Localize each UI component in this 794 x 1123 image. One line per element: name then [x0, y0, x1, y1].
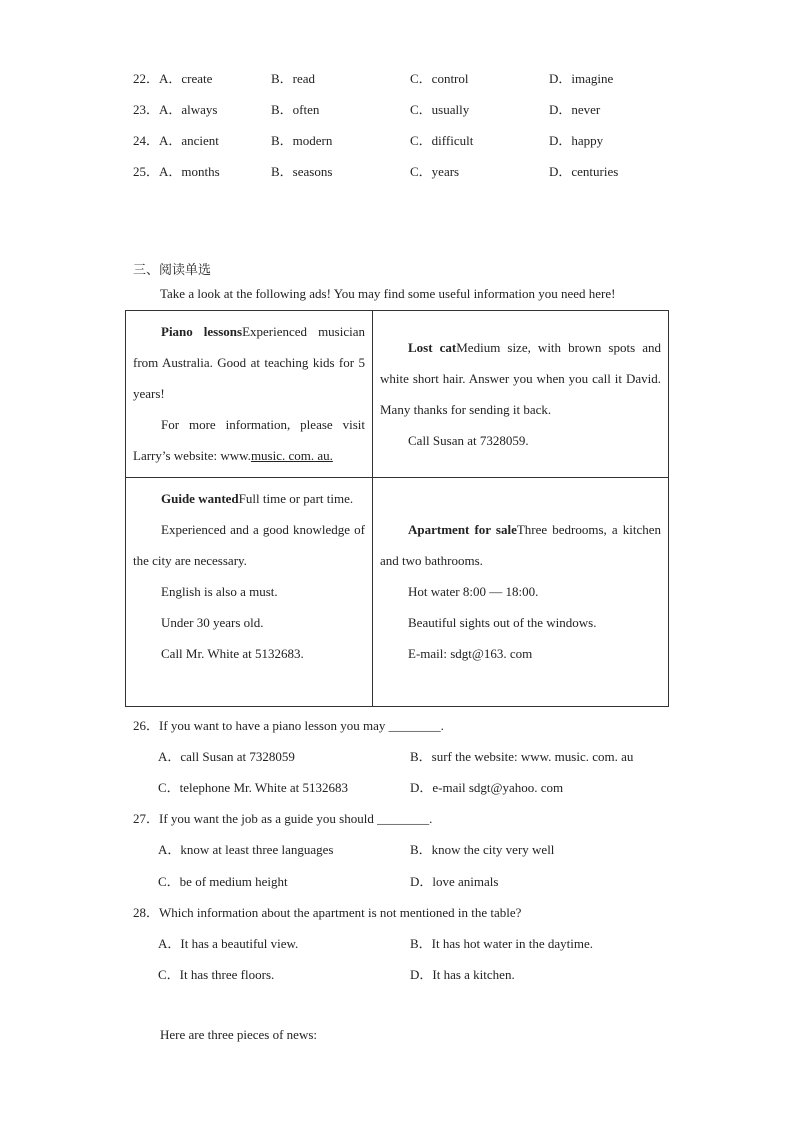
intro-text: Take a look at the following ads! You may find some useful information you need here! — [160, 286, 616, 301]
ad-piano-text: Experienced musician from Australia. Good at teaching kids for 5 years! — [133, 324, 365, 401]
option-a: 25．A．months — [133, 164, 220, 179]
option-a: A．call Susan at 7328059 — [158, 749, 295, 764]
ad-piano-title: Piano lessons — [161, 324, 243, 339]
ad-piano-more: For more information, please visit Larry’s website: www. — [133, 417, 365, 463]
option-d: D．love animals — [410, 874, 499, 889]
option-d: D．e-mail sdgt@yahoo. com — [410, 780, 564, 795]
option-a: 23．A．always — [133, 102, 218, 117]
option-a: A．know at least three languages — [158, 842, 334, 857]
question-27-stem: 27．If you want the job as a guide you should ________. — [133, 811, 433, 826]
option-c: C．telephone Mr. White at 5132683 — [158, 780, 349, 795]
option-c: C．difficult — [410, 133, 474, 148]
option-b: B．know the city very well — [410, 842, 555, 857]
option-a: 24．A．ancient — [133, 133, 219, 148]
ad-apartment-line: Beautiful sights out of the windows. — [408, 615, 597, 630]
website-link[interactable]: music. com. au. — [250, 448, 333, 463]
ad-apartment-title: Apartment for sale — [408, 522, 517, 537]
ad-piano — [126, 311, 373, 478]
question-28-stem: 28．Which information about the apartment is not mentioned in the table? — [133, 905, 522, 920]
ad-apartment-text: Three bedrooms, a kitchen and two bathrooms. — [380, 522, 661, 568]
option-d: D．centuries — [549, 164, 619, 179]
ad-apartment-line: Hot water 8:00 — 18:00. — [408, 584, 539, 599]
option-d: D．imagine — [549, 71, 614, 86]
question-row-24 — [133, 130, 693, 150]
ad-cat-call: Call Susan at 7328059. — [408, 433, 529, 448]
question-row-22 — [133, 68, 693, 88]
ad-guide-title: Guide wanted — [161, 491, 239, 506]
option-c: C．be of medium height — [158, 874, 288, 889]
option-b: B．seasons — [271, 164, 333, 179]
ad-lost-cat — [373, 311, 669, 478]
option-d: D．never — [549, 102, 601, 117]
option-a: A．It has a beautiful view. — [158, 936, 299, 951]
option-b: B．read — [271, 71, 316, 86]
ad-guide — [126, 478, 373, 707]
ad-guide-line: Call Mr. White at 5132683. — [161, 646, 304, 661]
question-26-stem: 26．If you want to have a piano lesson you may ________. — [133, 718, 444, 733]
option-b: B．often — [271, 102, 320, 117]
option-c: C．usually — [410, 102, 470, 117]
option-b: B．surf the website: www. music. com. au — [410, 749, 634, 764]
ad-cat-text: Medium size, with brown spots and white short hair. Answer you when you call it David. Many thanks for sending it back. — [380, 340, 661, 417]
option-b: B．modern — [271, 133, 333, 148]
option-d: D．happy — [549, 133, 604, 148]
question-row-25 — [133, 161, 693, 181]
option-d: D．It has a kitchen. — [410, 967, 515, 982]
ad-guide-line: Experienced and a good knowledge of the city are necessary. — [133, 522, 365, 568]
ad-apartment-line: E-mail: sdgt@163. com — [408, 646, 533, 661]
option-a: 22．A．create — [133, 71, 213, 86]
ad-guide-line: Under 30 years old. — [161, 615, 264, 630]
ad-guide-line: English is also a must. — [161, 584, 278, 599]
option-b: B．It has hot water in the daytime. — [410, 936, 594, 951]
section-title: 三、阅读单选 — [133, 263, 212, 278]
news-intro: Here are three pieces of news: — [160, 1027, 317, 1042]
option-c: C．years — [410, 164, 460, 179]
ad-cat-title: Lost cat — [408, 340, 457, 355]
question-row-23 — [133, 99, 693, 119]
ad-guide-text: Full time or part time. — [238, 491, 354, 506]
option-c: C．It has three floors. — [158, 967, 275, 982]
option-c: C．control — [410, 71, 469, 86]
ad-apartment — [373, 478, 669, 707]
ads-table — [125, 310, 669, 707]
